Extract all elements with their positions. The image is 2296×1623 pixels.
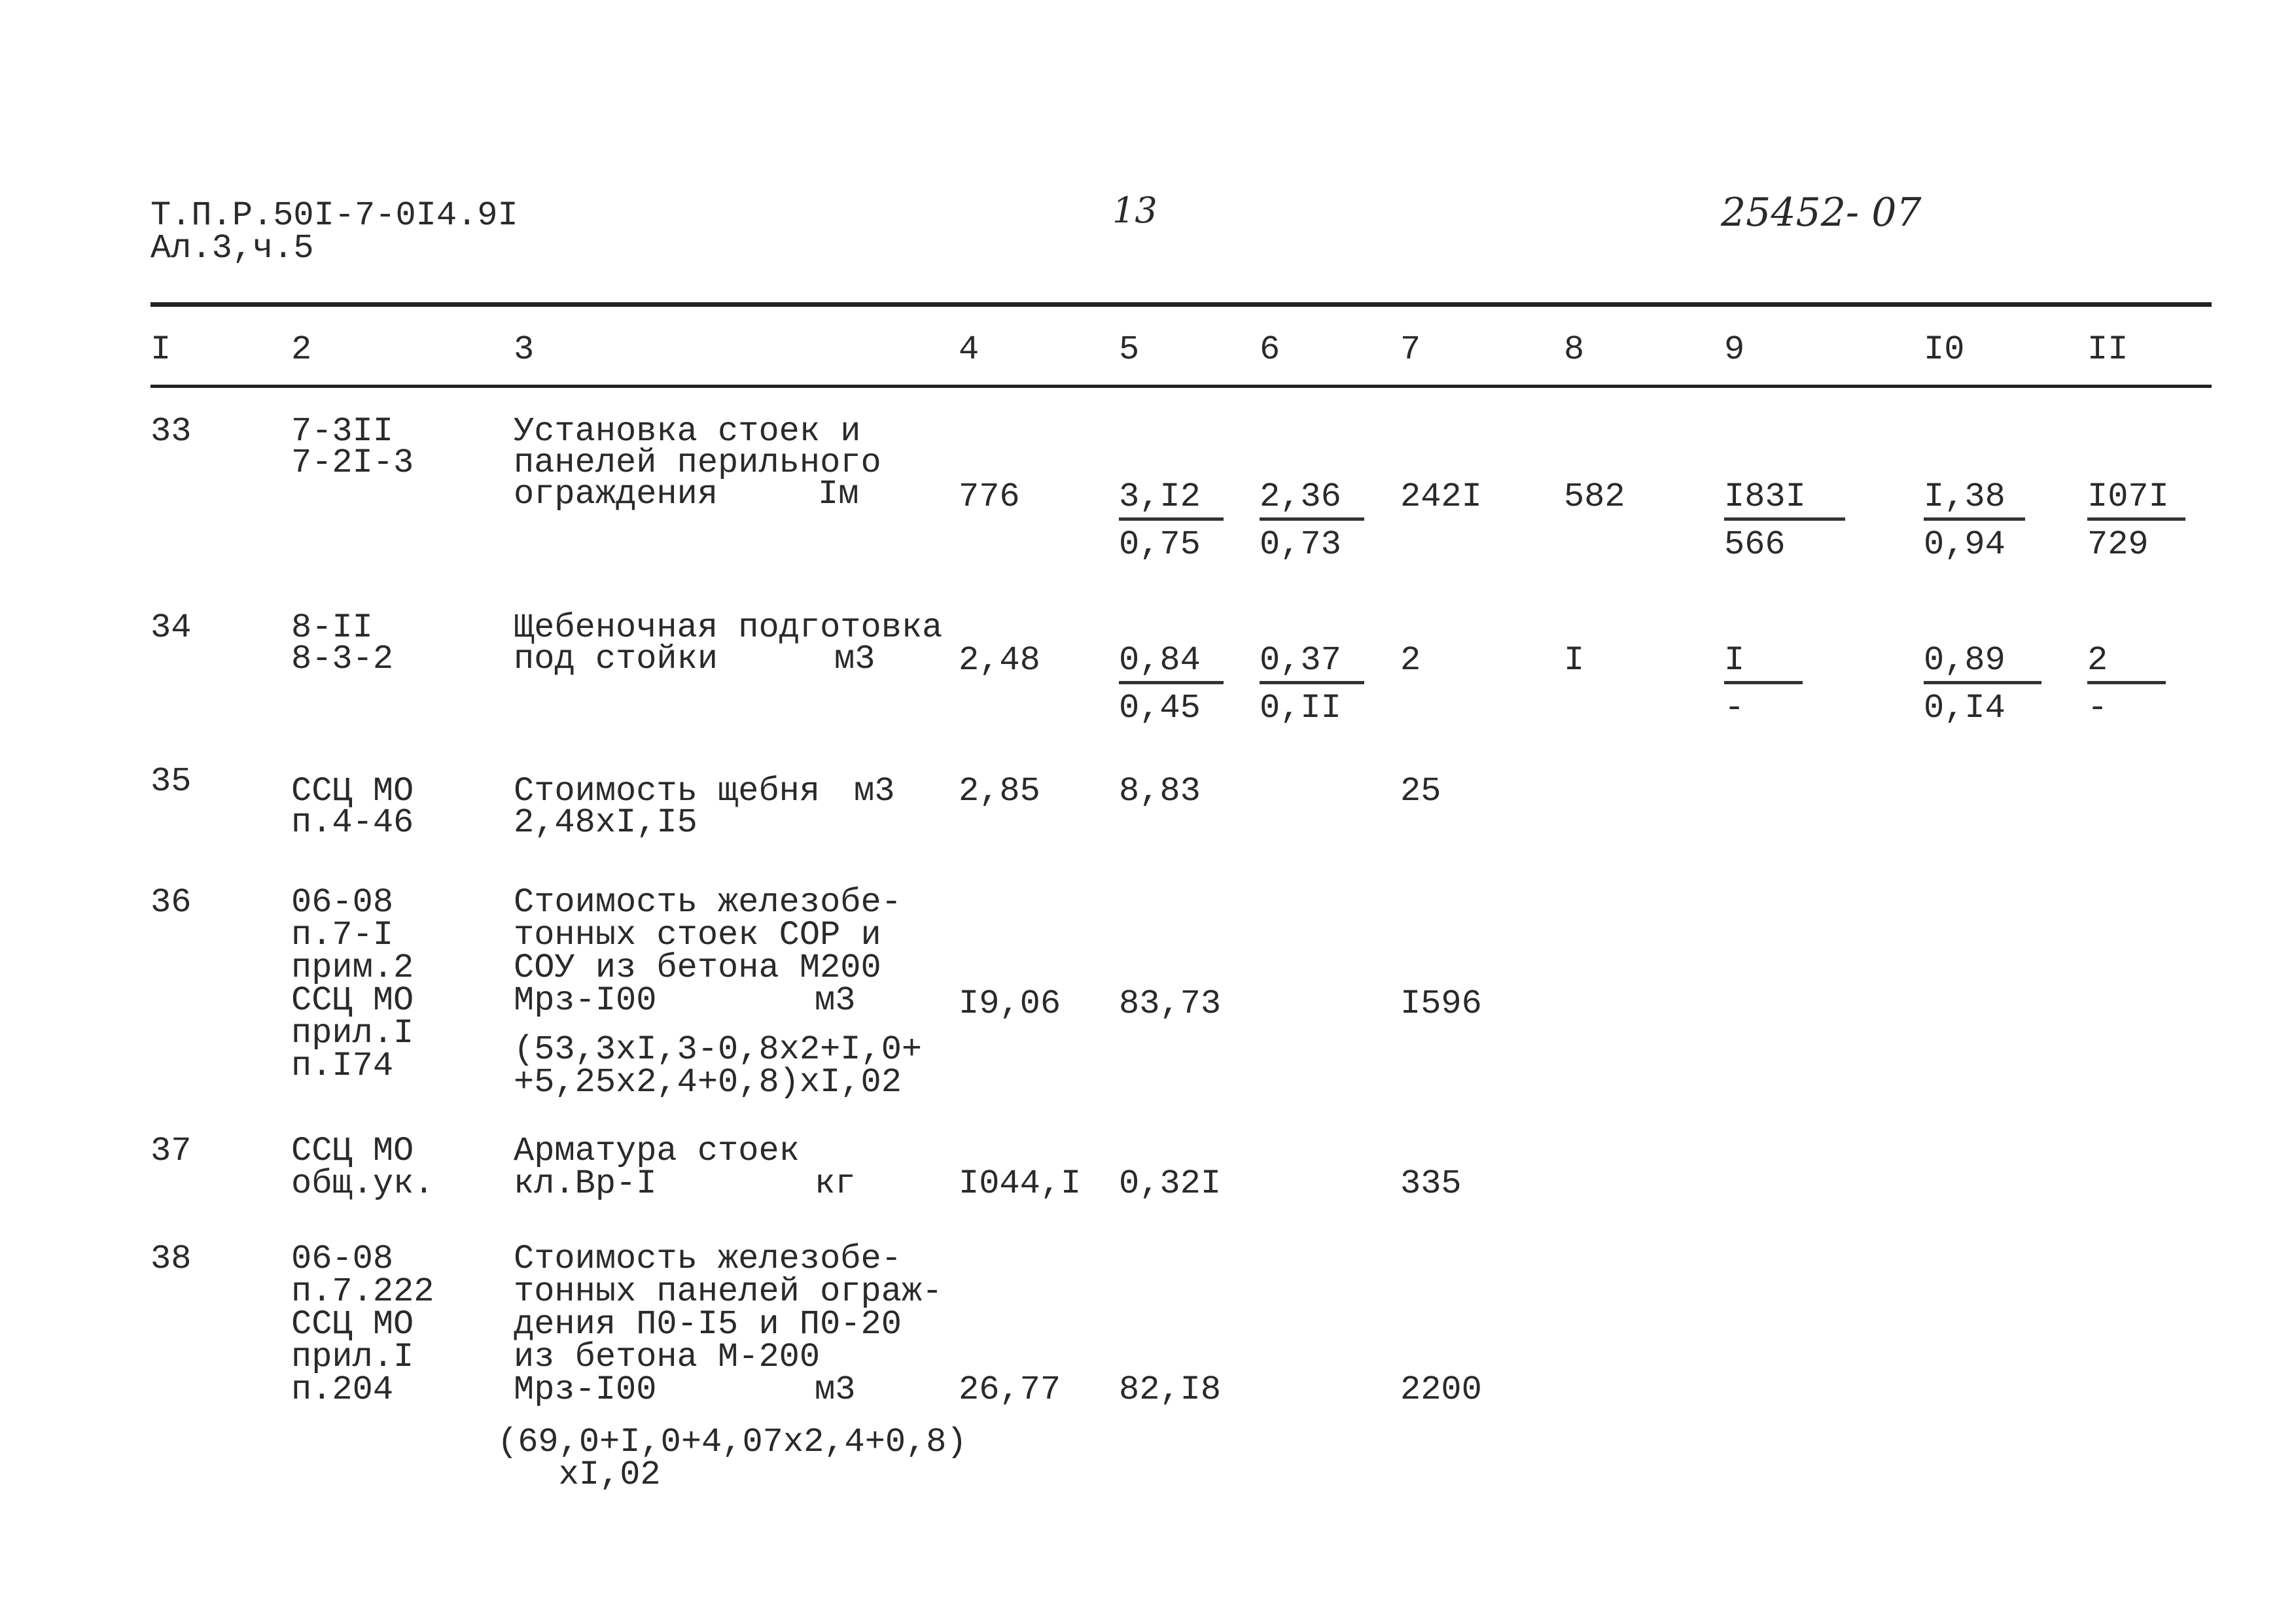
row-34-col5-top: 0,84 bbox=[1119, 644, 1224, 684]
row-34-desc-1: Щебеночная подготовка bbox=[514, 608, 943, 647]
col-header-7: 7 bbox=[1400, 330, 1421, 369]
row-37-code-1: ССЦ МО bbox=[291, 1132, 414, 1170]
row-37-number: 37 bbox=[150, 1132, 192, 1170]
col-header-4: 4 bbox=[959, 330, 980, 369]
row-35-code-1: ССЦ МО bbox=[291, 772, 414, 811]
row-35-number: 35 bbox=[150, 762, 192, 801]
col-header-11: II bbox=[2087, 330, 2128, 369]
row-33-unit: Iм bbox=[818, 475, 859, 514]
row-36-desc-3: СОУ из бетона М200 bbox=[514, 949, 881, 987]
row-37-code-2: общ.ук. bbox=[291, 1164, 434, 1203]
row-36-desc-1: Стоимость железобе- bbox=[514, 883, 902, 922]
header-top-rule bbox=[150, 302, 2212, 307]
row-33-col6-top: 2,36 bbox=[1260, 481, 1364, 521]
row-38-code-5: п.204 bbox=[291, 1370, 394, 1409]
row-33-col10-bottom: 0,94 bbox=[1924, 525, 2005, 564]
row-35-code-2: п.4-46 bbox=[291, 803, 414, 842]
row-36-code-5: прил.I bbox=[291, 1014, 414, 1053]
col-header-2: 2 bbox=[291, 330, 312, 369]
row-33-number: 33 bbox=[150, 412, 192, 451]
row-36-code-2: п.7-I bbox=[291, 916, 394, 954]
col-header-10: I0 bbox=[1924, 330, 1965, 369]
row-36-code-3: прим.2 bbox=[291, 949, 414, 987]
row-37-quantity: I044,I bbox=[959, 1164, 1082, 1203]
col-header-8: 8 bbox=[1564, 330, 1585, 369]
row-33-code-2: 7-2I-3 bbox=[291, 444, 414, 482]
row-38-col7: 2200 bbox=[1400, 1370, 1482, 1409]
row-38-desc-2: тонных панелей ограж- bbox=[514, 1272, 943, 1311]
row-38-col5: 82,I8 bbox=[1119, 1370, 1222, 1409]
handwritten-code: 25452- 07 bbox=[1721, 190, 1922, 236]
row-37-desc-1: Арматура стоек bbox=[514, 1132, 800, 1170]
row-38-number: 38 bbox=[150, 1240, 192, 1278]
row-33-col8: 582 bbox=[1564, 478, 1625, 516]
document-code: Т.П.Р.50I-7-0I4.9I bbox=[150, 196, 518, 235]
row-33-col5-top: 3,I2 bbox=[1119, 481, 1224, 521]
row-33-quantity: 776 bbox=[959, 478, 1020, 516]
row-38-quantity: 26,77 bbox=[959, 1370, 1061, 1409]
row-35-desc-2: 2,48хI,I5 bbox=[514, 803, 698, 842]
row-34-col6-bottom: 0,II bbox=[1260, 689, 1341, 727]
col-header-1: I bbox=[150, 330, 171, 369]
row-33-col6-bottom: 0,73 bbox=[1260, 525, 1341, 564]
row-38-formula-1: (69,0+I,0+4,07х2,4+0,8) bbox=[497, 1423, 967, 1461]
row-38-desc-4: из бетона М-200 bbox=[514, 1338, 821, 1376]
row-33-desc-1: Установка стоек и bbox=[514, 412, 861, 451]
row-38-desc-3: дения П0-I5 и П0-20 bbox=[514, 1305, 902, 1344]
row-34-col11-bottom: - bbox=[2087, 689, 2108, 727]
row-33-col5-bottom: 0,75 bbox=[1119, 525, 1201, 564]
row-34-col11-top: 2 bbox=[2087, 644, 2166, 684]
col-header-9: 9 bbox=[1724, 330, 1745, 369]
row-36-formula-2: +5,25х2,4+0,8)хI,02 bbox=[514, 1063, 902, 1102]
row-33-col11-bottom: 729 bbox=[2087, 525, 2149, 564]
row-37-desc-2: кл.Вр-I bbox=[514, 1164, 657, 1203]
row-37-col5: 0,32I bbox=[1119, 1164, 1222, 1203]
row-38-desc-5: Мрз-I00 bbox=[514, 1370, 657, 1409]
row-36-code-6: п.I74 bbox=[291, 1047, 394, 1085]
row-35-col5: 8,83 bbox=[1119, 772, 1201, 811]
row-36-code-1: 06-08 bbox=[291, 883, 394, 922]
row-36-quantity: I9,06 bbox=[959, 985, 1061, 1023]
page-number: 13 bbox=[1112, 190, 1157, 231]
col-header-6: 6 bbox=[1260, 330, 1280, 369]
row-34-col10-bottom: 0,I4 bbox=[1924, 689, 2005, 727]
row-36-desc-2: тонных стоек СОР и bbox=[514, 916, 881, 954]
row-34-col7: 2 bbox=[1400, 641, 1421, 680]
row-33-col9-bottom: 566 bbox=[1724, 525, 1786, 564]
row-38-code-1: 06-08 bbox=[291, 1240, 394, 1278]
row-34-unit: м3 bbox=[834, 640, 875, 678]
row-36-code-4: ССЦ МО bbox=[291, 981, 414, 1020]
row-36-col7: I596 bbox=[1400, 985, 1482, 1023]
col-header-5: 5 bbox=[1119, 330, 1140, 369]
row-33-col9-top: I83I bbox=[1724, 481, 1845, 521]
row-38-unit: м3 bbox=[815, 1370, 856, 1409]
row-38-desc-1: Стоимость железобе- bbox=[514, 1240, 902, 1278]
row-34-col9-top: I bbox=[1724, 644, 1803, 684]
row-34-col10-top: 0,89 bbox=[1924, 644, 2041, 684]
row-33-desc-2: панелей перильного bbox=[514, 444, 881, 482]
row-36-unit: м3 bbox=[815, 981, 856, 1020]
album-section: Ал.3,ч.5 bbox=[150, 229, 314, 268]
row-36-col5: 83,73 bbox=[1119, 985, 1222, 1023]
row-34-number: 34 bbox=[150, 608, 192, 647]
row-34-code-1: 8-II bbox=[291, 608, 373, 647]
row-34-col6-top: 0,37 bbox=[1260, 644, 1364, 684]
row-38-code-3: ССЦ МО bbox=[291, 1305, 414, 1344]
row-36-formula-1: (53,3хI,3-0,8х2+I,0+ bbox=[514, 1030, 923, 1069]
header-bottom-rule bbox=[150, 385, 2212, 388]
row-36-desc-4: Мрз-I00 bbox=[514, 981, 657, 1020]
row-36-number: 36 bbox=[150, 883, 192, 922]
row-33-col7: 242I bbox=[1400, 478, 1482, 516]
row-34-quantity: 2,48 bbox=[959, 641, 1040, 680]
row-33-code-1: 7-3II bbox=[291, 412, 394, 451]
row-37-col7: 335 bbox=[1400, 1164, 1462, 1203]
row-33-col10-top: I,38 bbox=[1924, 481, 2025, 521]
col-header-3: 3 bbox=[514, 330, 535, 369]
row-34-col5-bottom: 0,45 bbox=[1119, 689, 1201, 727]
row-35-quantity: 2,85 bbox=[959, 772, 1040, 811]
row-34-desc-2: под стойки bbox=[514, 640, 718, 678]
row-37-unit: кг bbox=[815, 1164, 856, 1203]
row-35-col7: 25 bbox=[1400, 772, 1441, 811]
row-35-unit: м3 bbox=[854, 772, 895, 811]
row-35-desc-1: Стоимость щебня bbox=[514, 772, 821, 811]
row-34-code-2: 8-3-2 bbox=[291, 640, 394, 678]
row-38-code-2: п.7.222 bbox=[291, 1272, 434, 1311]
row-38-formula-2: хI,02 bbox=[497, 1456, 661, 1494]
row-34-col9-bottom: - bbox=[1724, 689, 1745, 727]
row-33-desc-3: ограждения bbox=[514, 475, 718, 514]
row-33-col11-top: I07I bbox=[2087, 481, 2185, 521]
row-38-code-4: прил.I bbox=[291, 1338, 414, 1376]
row-34-col8: I bbox=[1564, 641, 1585, 680]
